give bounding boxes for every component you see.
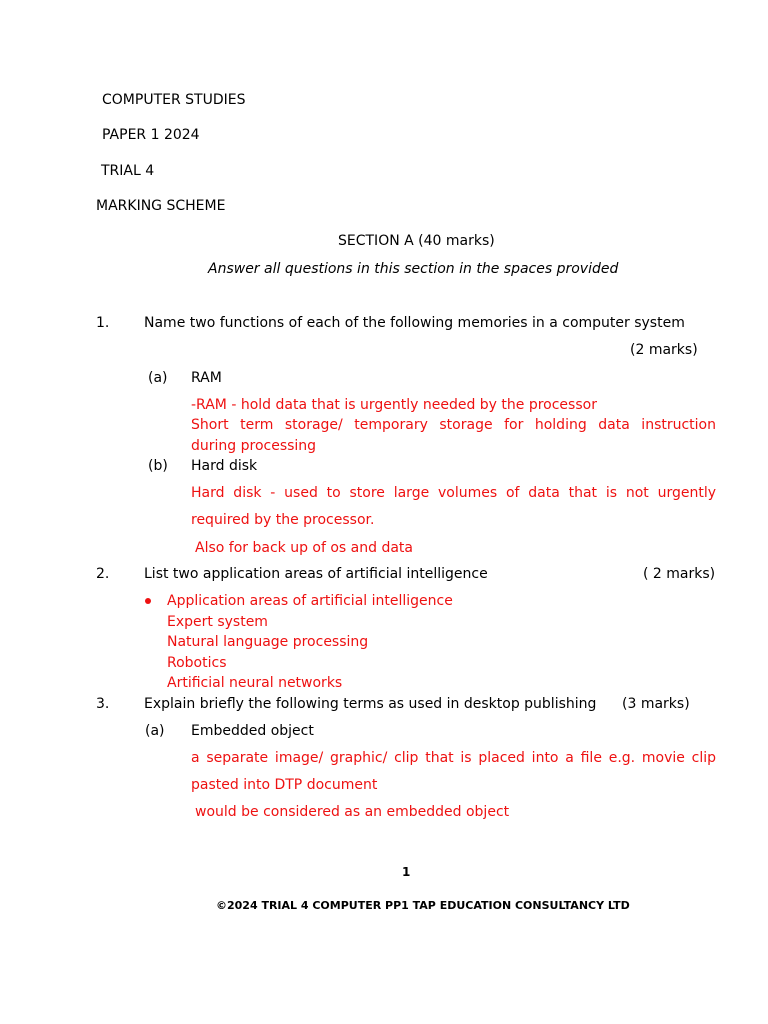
q2-marks: ( 2 marks) [643, 566, 716, 582]
section-title: SECTION A (40 marks) [338, 233, 495, 249]
page-number: 1 [402, 865, 411, 879]
trial-title: TRIAL 4 [101, 163, 155, 179]
q3a-answer-line1: a separate image/ graphic/ clip that is placed into a file e.g. movie clip [191, 750, 716, 766]
bullet-icon [145, 598, 151, 604]
q1a-answer-line3: during processing [191, 438, 317, 454]
q1a-title: RAM [191, 370, 222, 386]
q3a-label: (a) [145, 723, 165, 739]
q1b-answer-line3: Also for back up of os and data [195, 540, 413, 556]
subject-title: COMPUTER STUDIES [102, 92, 246, 108]
q2-number: 2. [96, 566, 110, 582]
q1a-answer-line1: -RAM - hold data that is urgently needed by the processor [191, 397, 597, 413]
q3-marks: (3 marks) [622, 696, 690, 712]
q3-number: 3. [96, 696, 110, 712]
q1b-answer-line1: Hard disk - used to store large volumes of data that is not urgently [191, 485, 716, 501]
q1-text: Name two functions of each of the following memories in a computer system [144, 315, 685, 331]
q1-number: 1. [96, 315, 110, 331]
q3-text: Explain briefly the following terms as used in desktop publishing [144, 696, 597, 712]
q1-marks: (2 marks) [630, 342, 698, 358]
q1b-title: Hard disk [191, 458, 258, 474]
q3a-answer-line3: would be considered as an embedded object [195, 804, 510, 820]
q2-answer-item: Robotics [167, 655, 227, 671]
q2-answer-item: Natural language processing [167, 634, 369, 650]
q2-answer-item: Expert system [167, 614, 268, 630]
q3a-answer-line2: pasted into DTP document [191, 777, 378, 793]
footer-copyright: ©2024 TRIAL 4 COMPUTER PP1 TAP EDUCATION CONSULTANCY LTD [216, 899, 630, 912]
q1b-label: (b) [148, 458, 168, 474]
section-instruction: Answer all questions in this section in the spaces provided [208, 261, 619, 277]
q3a-title: Embedded object [191, 723, 314, 739]
q1a-label: (a) [148, 370, 168, 386]
q2-answer-heading: Application areas of artificial intelligence [167, 593, 453, 609]
marking-scheme-title: MARKING SCHEME [96, 198, 226, 214]
q2-answer-item: Artificial neural networks [167, 675, 343, 691]
paper-title: PAPER 1 2024 [102, 127, 200, 143]
q1a-answer-line2: Short term storage/ temporary storage for holding data instruction [191, 417, 716, 433]
q2-text: List two application areas of artificial intelligence [144, 566, 488, 582]
q1b-answer-line2: required by the processor. [191, 512, 375, 528]
